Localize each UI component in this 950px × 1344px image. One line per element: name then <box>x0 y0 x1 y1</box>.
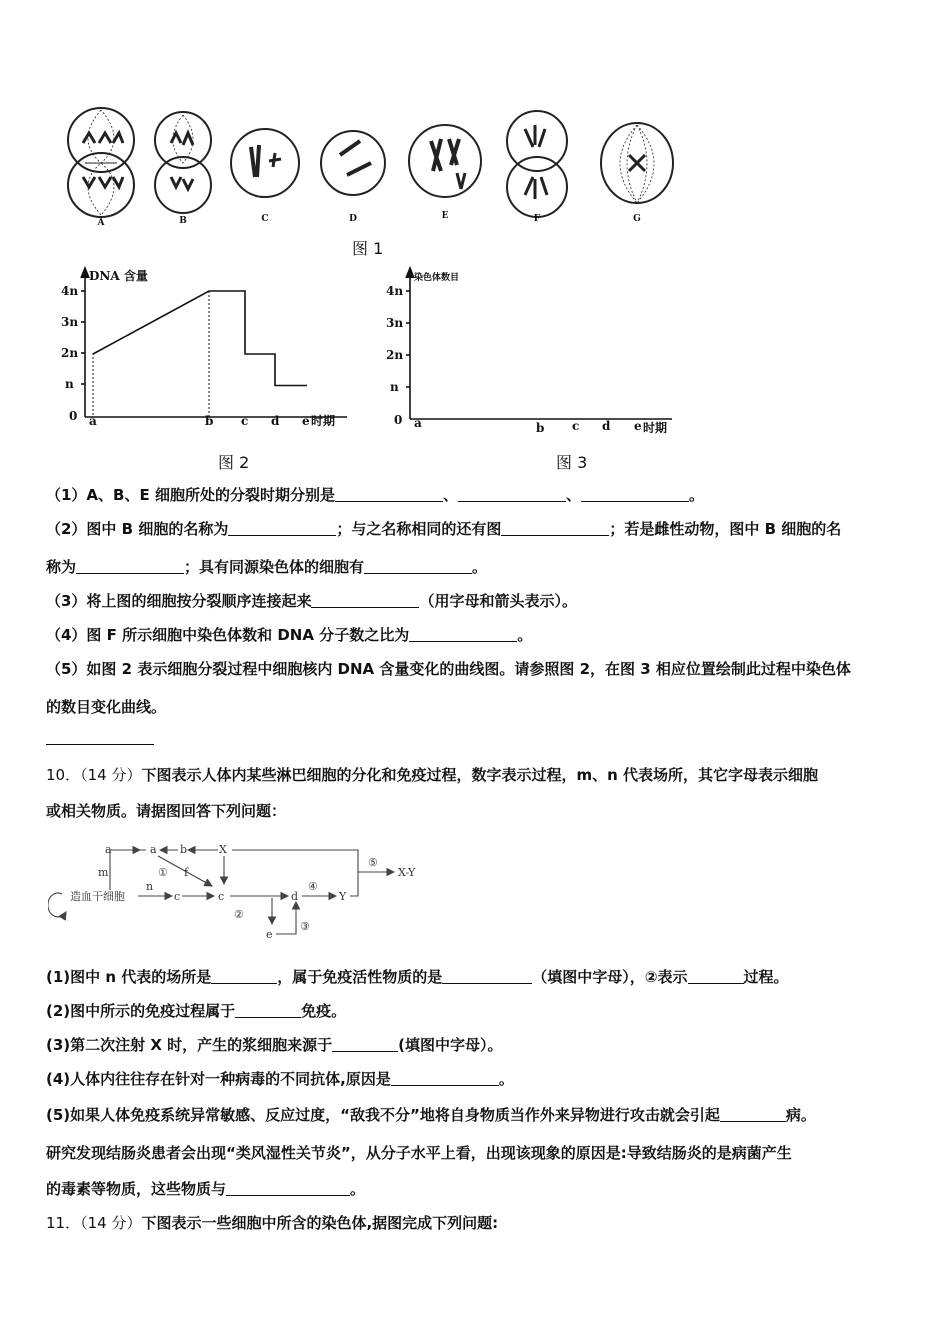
q10-blank-1c[interactable] <box>688 969 744 984</box>
q10-stem-cell: 造血干细胞 <box>70 890 125 903</box>
cell-label-E: E <box>441 211 449 221</box>
fig2-ylabel: DNA 含量 <box>89 269 148 283</box>
fig2-ytick-4n: 4n <box>61 284 79 298</box>
figure1-cells <box>55 95 695 235</box>
cell-label-G: G <box>633 214 641 224</box>
q10-label-c1: c <box>174 890 181 903</box>
q9-part2-cont: 称为 ；具有同源染色体的细胞有 。 <box>46 558 488 576</box>
fig3-xtick-c: c <box>572 419 580 433</box>
figure2-chart <box>55 262 365 442</box>
q10-intro: 10．（14 分）下图表示人体内某些淋巴细胞的分化和免疫过程，数字表示过程，m、n 代表场所，其它字母表示细胞 <box>46 766 818 784</box>
cell-B <box>155 112 211 213</box>
q10-step-3: ③ <box>300 920 310 933</box>
cell-label-B: B <box>179 216 187 226</box>
cell-label-F: F <box>533 214 541 224</box>
fig3-xtick-e: e <box>634 419 642 433</box>
q9-blank-2d[interactable] <box>364 559 472 574</box>
q10-label-Y: Y <box>339 890 347 903</box>
fig3-xtick-d: d <box>602 419 611 433</box>
fig2-ytick-3n: 3n <box>61 315 79 329</box>
q10-label-X: X <box>219 843 227 856</box>
q10-label-b: b <box>180 843 188 856</box>
q10-intro-cont: 或相关物质。请据图回答下列问题： <box>46 802 287 820</box>
q10-sub5-cont2: 的毒素等物质，这些物质与 。 <box>46 1180 366 1198</box>
q9-blank-2c[interactable] <box>76 559 184 574</box>
q10-blank-2[interactable] <box>235 1003 301 1018</box>
cell-D <box>321 131 385 195</box>
fig3-ylabel: 染色体数目 <box>414 273 460 283</box>
q9-blank-1a[interactable] <box>335 487 443 502</box>
cell-F <box>507 111 567 217</box>
q10-label-m: m <box>98 866 109 879</box>
figure3-chart <box>380 262 690 442</box>
fig3-ytick-2n: 2n <box>386 348 404 362</box>
figure3-caption: 图 3 <box>556 453 588 472</box>
cell-A <box>68 108 134 217</box>
q10-label-a1: a <box>105 843 112 856</box>
fig2-ytick-n: n <box>65 377 74 391</box>
cell-C <box>231 129 299 197</box>
q10-label-n: n <box>146 880 154 893</box>
answer-separator <box>46 744 154 745</box>
cell-E <box>409 125 481 197</box>
cell-label-D: D <box>349 214 357 224</box>
cell-G <box>601 123 673 203</box>
q9-part5: （5）如图 2 表示细胞分裂过程中细胞核内 DNA 含量变化的曲线图。请参照图 2，在图 3 相应位置绘制此过程中染色体 <box>46 660 851 678</box>
fig2-xtick-b: b <box>205 414 214 428</box>
q10-blank-3[interactable] <box>332 1037 398 1052</box>
fig3-ytick-0: 0 <box>394 413 403 427</box>
q10-label-d: d <box>291 890 299 903</box>
cell-label-A: A <box>97 218 105 228</box>
q10-sub2: (2)图中所示的免疫过程属于 免疫。 <box>46 1002 347 1020</box>
q10-sub5-cont1: 研究发现结肠炎患者会出现“类风湿性关节炎”，从分子水平上看，出现该现象的原因是:导致结肠炎的是病菌产生 <box>46 1144 792 1162</box>
figure1-caption: 图 1 <box>352 239 384 258</box>
q10-label-XY: X-Y <box>398 866 416 879</box>
q10-label-e: e <box>266 928 273 941</box>
q10-step-4: ④ <box>308 880 318 893</box>
q10-sub4: (4)人体内往往存在针对一种病毒的不同抗体,原因是 。 <box>46 1070 514 1088</box>
q10-step-1: ① <box>158 866 168 879</box>
q9-part3: （3）将上图的细胞按分裂顺序连接起来 （用字母和箭头表示）。 <box>46 592 577 610</box>
fig3-ytick-3n: 3n <box>386 316 404 330</box>
fig2-xtick-e: e <box>302 414 310 428</box>
q9-blank-1c[interactable] <box>581 487 689 502</box>
fig2-ytick-0: 0 <box>69 409 78 423</box>
q9-part1: （1）A、B、E 细胞所处的分裂时期分别是 、 、 。 <box>46 486 704 504</box>
fig2-xtick-d: d <box>271 414 280 428</box>
fig2-ytick-2n: 2n <box>61 346 79 360</box>
fig2-dna-curve <box>93 291 307 386</box>
fig3-xtick-a: a <box>414 416 422 430</box>
q9-part2: （2）图中 B 细胞的名称为 ；与之名称相同的还有图 ；若是雌性动物，图中 B 细胞的名 <box>46 520 842 538</box>
q9-part4: （4）图 F 所示细胞中染色体数和 DNA 分子数之比为 。 <box>46 626 533 644</box>
q10-blank-5a[interactable] <box>720 1107 786 1122</box>
fig2-xtick-a: a <box>89 414 97 428</box>
q10-step-5: ⑤ <box>368 856 378 869</box>
q10-label-c2: c <box>218 890 225 903</box>
q10-sub3: (3)第二次注射 X 时，产生的浆细胞来源于 (填图中字母）。 <box>46 1036 503 1054</box>
figure2-caption: 图 2 <box>218 453 250 472</box>
q10-blank-1b[interactable] <box>442 969 532 984</box>
q10-immune-diagram <box>48 836 448 946</box>
cell-label-C: C <box>261 214 269 224</box>
q9-part5-cont: 的数目变化曲线。 <box>46 698 167 716</box>
q9-blank-2b[interactable] <box>501 521 609 536</box>
q11-intro: 11．（14 分）下图表示一些细胞中所含的染色体,据图完成下列问题: <box>46 1214 499 1232</box>
fig2-xlabel: 时期 <box>311 414 336 428</box>
q10-blank-4[interactable] <box>391 1071 499 1086</box>
q10-blank-1a[interactable] <box>211 969 277 984</box>
q9-blank-1b[interactable] <box>458 487 566 502</box>
q9-blank-4[interactable] <box>409 627 517 642</box>
fig3-ytick-4n: 4n <box>386 284 404 298</box>
q10-sub5: (5)如果人体免疫系统异常敏感、反应过度，“敌我不分”地将自身物质当作外来异物进行攻击就会引起 病。 <box>46 1106 816 1124</box>
fig2-xtick-c: c <box>241 414 249 428</box>
q10-step-2: ② <box>234 908 244 921</box>
fig3-ytick-n: n <box>390 380 399 394</box>
q9-blank-3[interactable] <box>311 593 419 608</box>
q10-blank-5b[interactable] <box>226 1181 350 1196</box>
q10-sub1: (1)图中 n 代表的场所是 ，属于免疫活性物质的是 （填图中字母），②表示 过程。 <box>46 968 789 986</box>
fig3-xtick-b: b <box>536 421 545 435</box>
q10-label-a2: a <box>150 843 157 856</box>
q10-label-f: f <box>184 866 189 879</box>
q9-blank-2a[interactable] <box>228 521 336 536</box>
fig3-xlabel: 时期 <box>643 421 668 435</box>
